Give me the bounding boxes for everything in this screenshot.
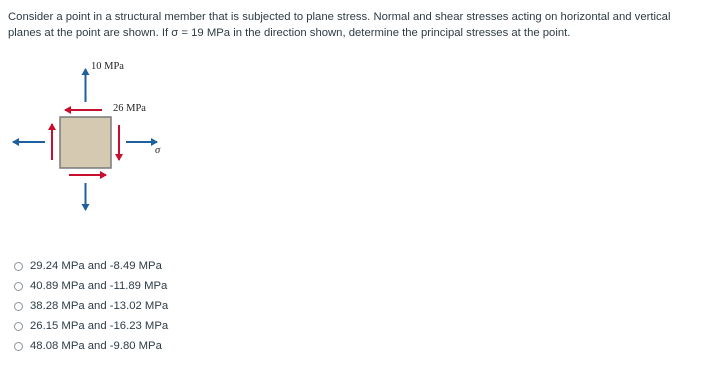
normal-stress-label: 10 MPa [91,61,124,72]
shear-stress-label: 26 MPa [113,103,146,114]
radio-button[interactable] [14,302,23,311]
question-line-1: Consider a point in a structural member that is subjected to plane stress. Normal and shear stresses acting on horizontal and vertical [8,11,671,23]
answer-label: 29.24 MPa and -8.49 MPa [30,260,162,272]
answer-label: 48.08 MPa and -9.80 MPa [30,340,162,352]
stress-element-square [60,117,111,168]
answer-option[interactable] [14,336,168,356]
answer-label: 38.28 MPa and -13.02 MPa [30,300,169,312]
answer-label: 40.89 MPa and -11.89 MPa [30,280,168,292]
radio-button[interactable] [14,322,23,331]
answer-options [14,256,168,356]
answer-option[interactable] [14,316,168,336]
answer-option[interactable] [14,276,168,296]
answer-option[interactable] [14,256,168,276]
sigma-label: σ [155,145,161,156]
question-line-2: planes at the point are shown. If σ = 19 MPa in the direction shown, determine the principal stresses at the point. [8,27,571,39]
answer-option[interactable] [14,296,168,316]
radio-button[interactable] [14,282,23,291]
radio-button[interactable] [14,262,23,271]
radio-button[interactable] [14,342,23,351]
answer-label: 26.15 MPa and -16.23 MPa [30,320,169,332]
